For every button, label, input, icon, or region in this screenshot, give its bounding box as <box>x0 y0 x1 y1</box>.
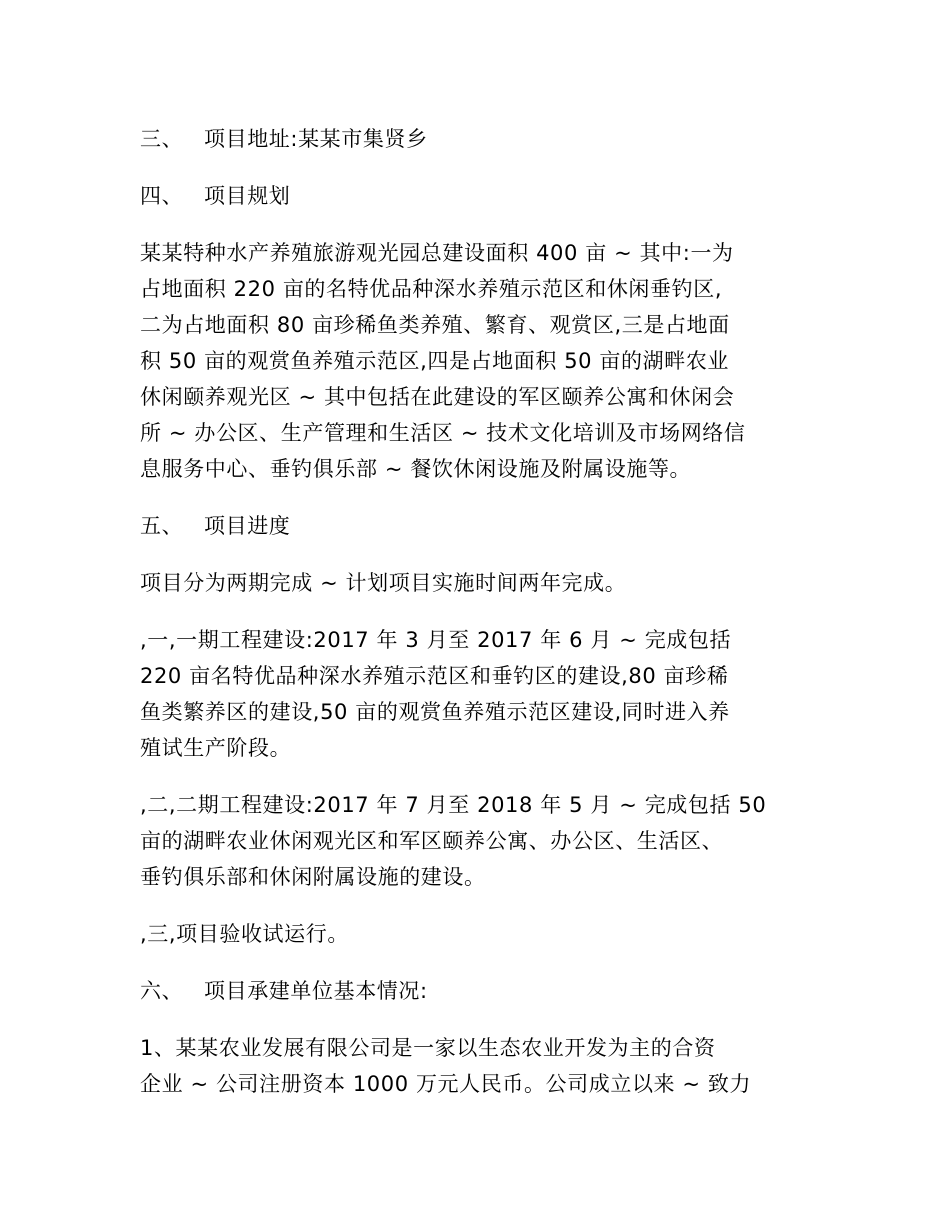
section-title: 项目承建单位基本情况: <box>204 979 428 1003</box>
text-line: 积 50 亩的观赏鱼养殖示范区,四是占地面积 50 亩的湖畔农业 <box>140 349 730 373</box>
section-heading-contractor <box>140 973 805 1009</box>
text-line: 垂钓俱乐部和休闲附属设施的建设。 <box>140 865 486 889</box>
paragraph-progress-summary <box>140 565 805 601</box>
paragraph-phase-one <box>140 622 805 766</box>
text-line: 息服务中心、垂钓俱乐部 ~ 餐饮休闲设施及附属设施等。 <box>140 457 692 481</box>
text-line: 220 亩名特优品种深水养殖示范区和垂钓区的建设,80 亩珍稀 <box>140 664 729 688</box>
text-line: 殖试生产阶段。 <box>140 736 292 760</box>
paragraph-company-intro <box>140 1030 805 1102</box>
text-line: 休闲颐养观光区 ~ 其中包括在此建设的军区颐养公寓和休闲会 <box>140 385 735 409</box>
section-number: 五、 <box>140 514 184 538</box>
section-title: 项目进度 <box>204 514 291 538</box>
text-line: ,二,二期工程建设:2017 年 7 月至 2018 年 5 月 ~ 完成包括 50 <box>140 793 767 817</box>
section-number: 四、 <box>140 184 184 208</box>
text-line: ,一,一期工程建设:2017 年 3 月至 2017 年 6 月 ~ 完成包括 <box>140 628 732 652</box>
text-line: 1、某某农业发展有限公司是一家以生态农业开发为主的合资 <box>140 1036 716 1060</box>
text-line: 二为占地面积 80 亩珍稀鱼类养殖、繁育、观赏区,三是占地面 <box>140 313 730 337</box>
text-line: 企业 ~ 公司注册资本 1000 万元人民币。公司成立以来 ~ 致力 <box>140 1072 752 1096</box>
section-title: 项目规划 <box>204 184 291 208</box>
section-number: 六、 <box>140 979 184 1003</box>
section-heading-address <box>140 121 805 157</box>
text-line: 项目分为两期完成 ~ 计划项目实施时间两年完成。 <box>140 571 627 595</box>
text-line: 亩的湖畔农业休闲观光区和军区颐养公寓、办公区、生活区、 <box>140 829 724 853</box>
section-number: 三、 <box>140 127 184 151</box>
section-heading-progress <box>140 508 805 544</box>
text-line: 鱼类繁养区的建设,50 亩的观赏鱼养殖示范区建设,同时进入养 <box>140 700 730 724</box>
section-title: 项目地址:某某市集贤乡 <box>204 127 428 151</box>
text-line: 所 ~ 办公区、生产管理和生活区 ~ 技术文化培训及市场网络信 <box>140 421 746 445</box>
document-body <box>140 121 805 1123</box>
text-line: 占地面积 220 亩的名特优品种深水养殖示范区和休闲垂钓区, <box>140 277 723 301</box>
paragraph-plan-description <box>140 235 805 487</box>
text-line: 某某特种水产养殖旅游观光园总建设面积 400 亩 ~ 其中:一为 <box>140 241 734 265</box>
paragraph-phase-three <box>140 916 805 952</box>
paragraph-phase-two <box>140 787 805 895</box>
section-heading-plan <box>140 178 805 214</box>
text-line: ,三,项目验收试运行。 <box>140 922 349 946</box>
